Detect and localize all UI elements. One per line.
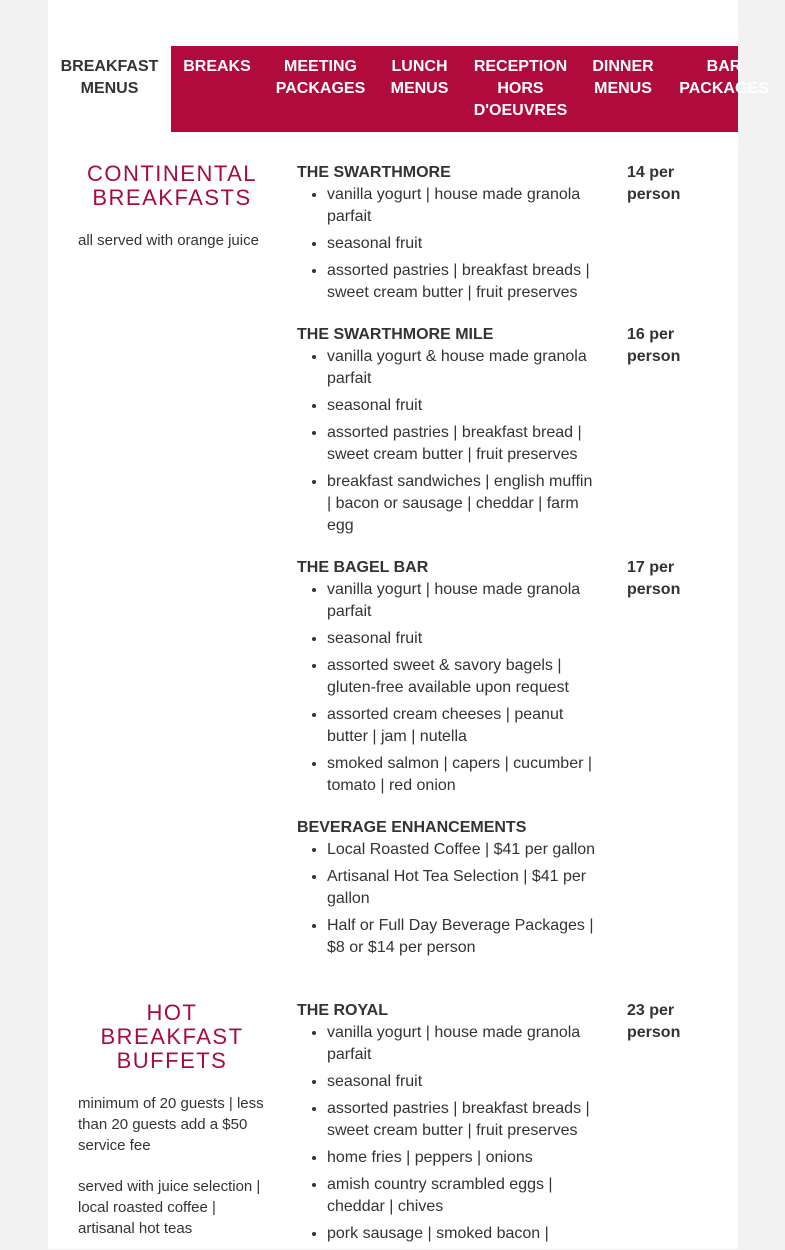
package-price: 23 per person [627, 1002, 681, 1041]
tab-breaks[interactable]: BREAKS [183, 58, 251, 75]
package-name: THE ROYAL [297, 1002, 388, 1019]
list-item: • amish country scrambled eggs | cheddar | chives [327, 1174, 599, 1218]
section-title: HOT BREAKFAST BUFFETS [100, 1000, 244, 1073]
section-title: CONTINENTAL BREAKFASTS [86, 161, 258, 210]
tab-dinner-menus[interactable]: DINNER MENUS [592, 58, 654, 97]
section-note: all served with orange juice [78, 232, 259, 249]
package-items [297, 1022, 617, 1245]
package-the-bagel-bar [297, 557, 617, 802]
package-price: 14 per person [627, 164, 681, 203]
package-price: 17 per person [627, 559, 681, 598]
list-item: • Artisanal Hot Tea Selection | $41 per gallon [327, 866, 599, 910]
list-item: • seasonal fruit [327, 233, 599, 255]
list-item: • vanilla yogurt | house made granola parfait [327, 1022, 599, 1066]
list-item: • smoked salmon | capers | cucumber | tomato | red onion [327, 753, 599, 797]
list-item: • breakfast sandwiches | english muffin | bacon or sausage | cheddar | farm egg [327, 471, 599, 537]
package-items [297, 579, 617, 797]
package-price: 16 per person [627, 326, 681, 365]
tab-reception-hors-doeuvres[interactable]: RECEPTION HORS D'OEUVRES [473, 58, 568, 119]
list-item: • home fries | peppers | onions [327, 1147, 599, 1169]
list-item: • pork sausage | smoked bacon | [327, 1223, 599, 1245]
package-items [297, 184, 617, 304]
list-item: • seasonal fruit [327, 395, 599, 417]
tab-breakfast-menus[interactable]: BREAKFAST MENUS [48, 46, 171, 132]
section-note: minimum of 20 guests | less than 20 guests add a $50 service fee [78, 1095, 264, 1154]
package-name: THE BAGEL BAR [297, 559, 429, 576]
tab-meeting-packages[interactable]: MEETING PACKAGES [275, 58, 366, 97]
menu-tabs [48, 46, 769, 132]
list-item: • assorted sweet & savory bagels | gluten-free available upon request [327, 655, 599, 699]
package-the-swarthmore-mile [297, 324, 617, 542]
list-item: • vanilla yogurt | house made granola parfait [327, 579, 599, 623]
tab-lunch-menus[interactable]: LUNCH MENUS [390, 58, 449, 97]
list-item: • Local Roasted Coffee | $41 per gallon [327, 839, 599, 861]
list-item: • vanilla yogurt | house made granola parfait [327, 184, 599, 228]
package-items [297, 839, 617, 959]
package-the-swarthmore [297, 162, 617, 309]
package-name: THE SWARTHMORE [297, 164, 451, 181]
list-item: • assorted pastries | breakfast breads | sweet cream butter | fruit preserves [327, 260, 599, 304]
list-item: • assorted cream cheeses | peanut butter | jam | nutella [327, 704, 599, 748]
list-item: • seasonal fruit [327, 628, 599, 650]
package-the-royal [297, 1000, 617, 1250]
package-name: BEVERAGE ENHANCEMENTS [297, 819, 527, 836]
package-beverage-enhancements [297, 817, 617, 964]
package-name: THE SWARTHMORE MILE [297, 326, 494, 343]
list-item: • assorted pastries | breakfast breads | sweet cream butter | fruit preserves [327, 1098, 599, 1142]
list-item: • Half or Full Day Beverage Packages | $8 or $14 per person [327, 915, 599, 959]
list-item: • seasonal fruit [327, 1071, 599, 1093]
tab-bar-packages[interactable]: BAR PACKAGES [679, 58, 769, 97]
package-items [297, 346, 617, 537]
section-note: served with juice selection | local roasted coffee | artisanal hot teas [78, 1178, 261, 1237]
list-item: • vanilla yogurt & house made granola parfait [327, 346, 599, 390]
list-item: • assorted pastries | breakfast bread | sweet cream butter | fruit preserves [327, 422, 599, 466]
